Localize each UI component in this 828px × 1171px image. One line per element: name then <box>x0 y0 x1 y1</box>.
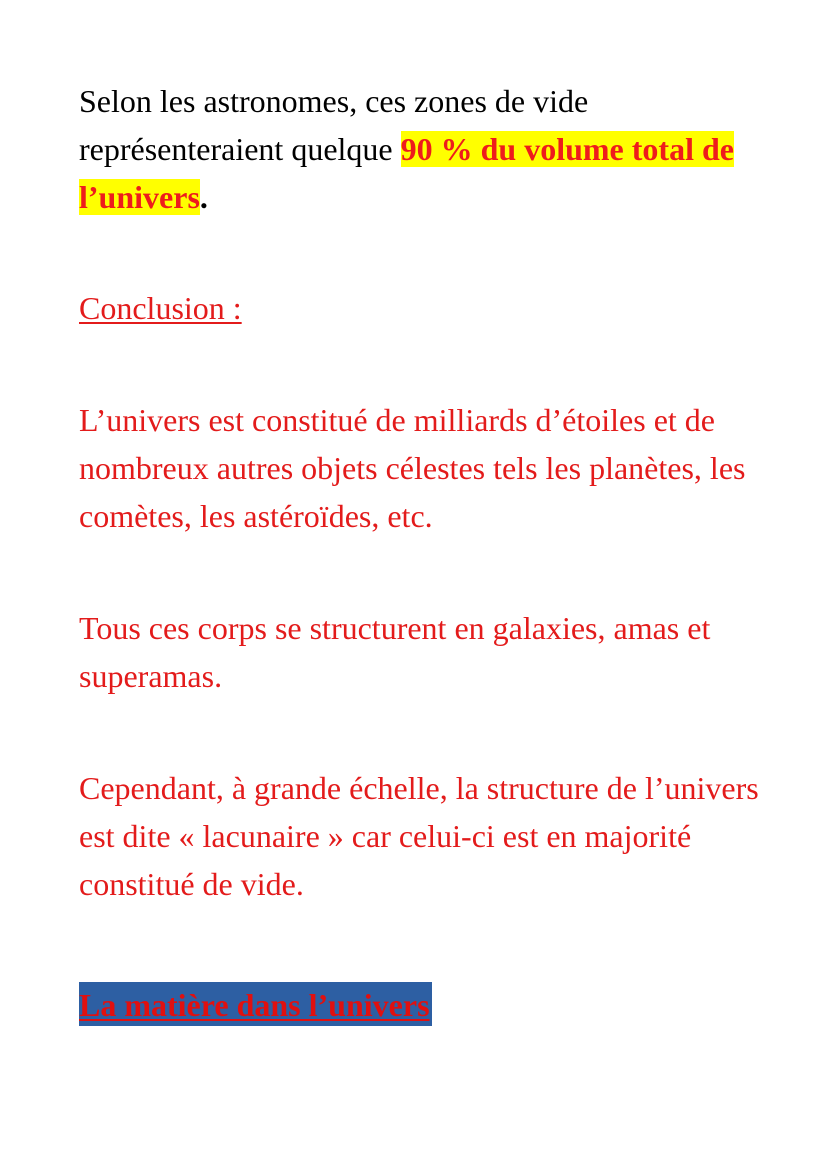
highlighted-statistic: 90 % du volume total de l’univers <box>79 131 734 215</box>
intro-paragraph <box>79 77 759 221</box>
conclusion-heading: Conclusion : <box>79 290 242 326</box>
conclusion-paragraph-1: L’univers est constitué de milliards d’étoiles et de nombreux autres objets célestes tels les planètes, les comètes, les astéroïdes, etc. <box>79 402 746 534</box>
conclusion-paragraph-2: Tous ces corps se structurent en galaxies, amas et superamas. <box>79 610 711 694</box>
conclusion-paragraph-3: Cependant, à grande échelle, la structure de l’univers est dite « lacunaire » car celui-ci est en majorité constitué de vide. <box>79 770 759 902</box>
section-heading: La matière dans l’univers <box>79 982 432 1026</box>
intro-text: Selon les astronomes, ces zones de vide représenteraient quelque <box>79 83 589 167</box>
intro-period: . <box>199 179 208 215</box>
